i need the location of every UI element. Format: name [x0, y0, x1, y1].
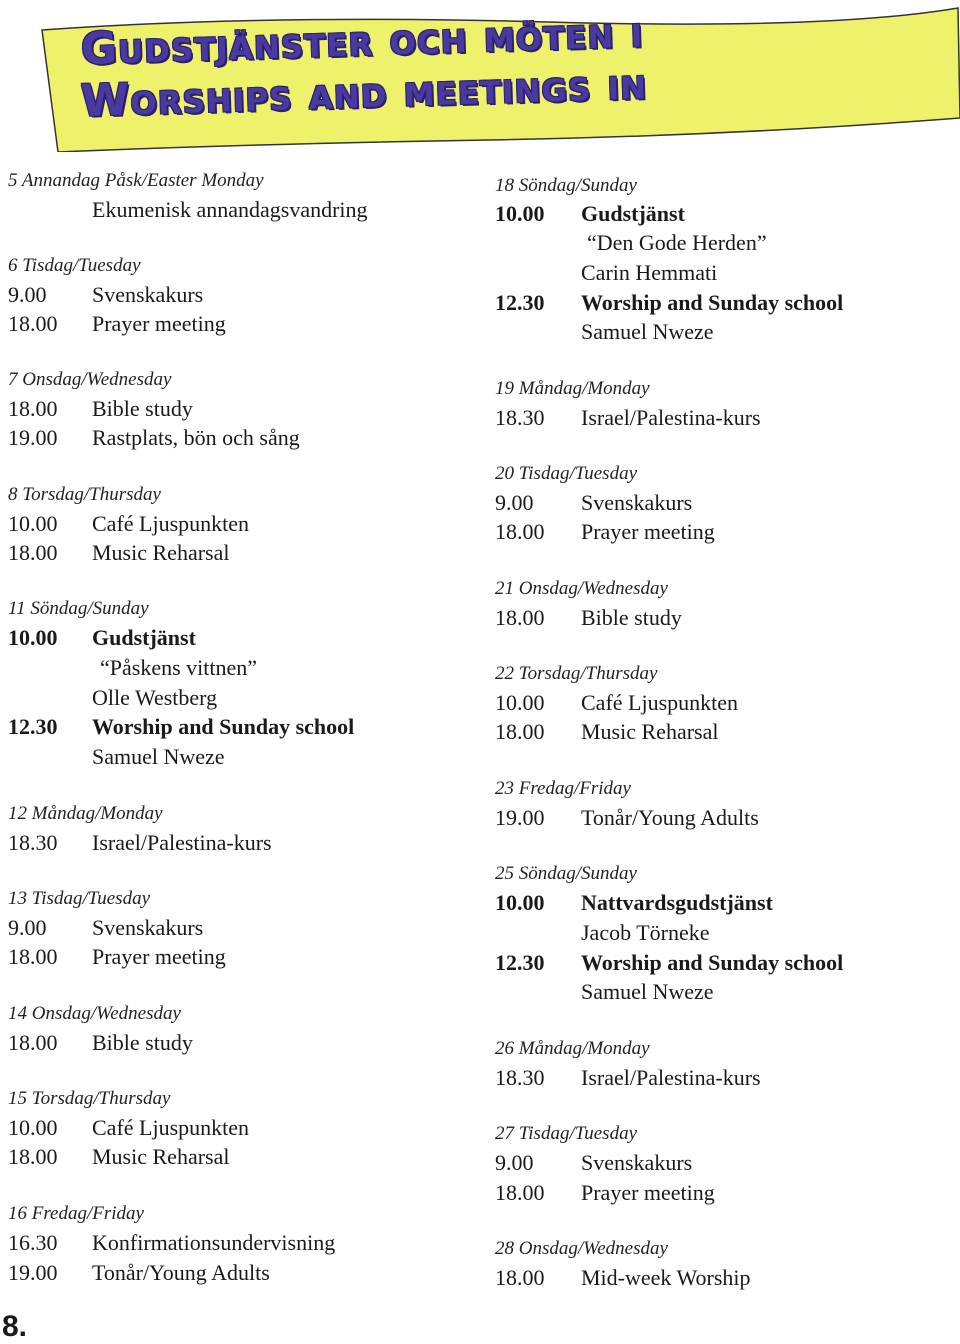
- event-name: Gudstjänst: [92, 625, 196, 650]
- event-time: 9.00: [495, 1150, 534, 1175]
- event-name: Mid-week Worship: [581, 1265, 751, 1290]
- day-heading: 15 Torsdag/Thursday: [8, 1088, 171, 1109]
- event-name: Café Ljuspunkten: [92, 511, 250, 536]
- event-time: 18.00: [495, 519, 545, 544]
- day-heading: 28 Onsdag/Wednesday: [495, 1238, 668, 1259]
- event-time: 18.00: [8, 311, 58, 336]
- event-name: Bible study: [92, 396, 193, 421]
- page-number: 8.: [2, 1310, 28, 1343]
- day-heading: 11 Söndag/Sunday: [8, 598, 149, 619]
- event-name: Tonår/Young Adults: [581, 805, 759, 830]
- event-time: 18.00: [495, 719, 545, 744]
- event-time: 12.30: [8, 714, 58, 739]
- event-name: Gudstjänst: [581, 201, 685, 226]
- day-heading: 5 Annandag Påsk/Easter Monday: [8, 170, 264, 191]
- event-name: Worship and Sunday school: [581, 950, 844, 975]
- event-time: 10.00: [495, 890, 545, 915]
- event-name: Worship and Sunday school: [92, 714, 355, 739]
- event-time: 10.00: [8, 511, 58, 536]
- event-name: Café Ljuspunkten: [92, 1115, 250, 1140]
- event-time: 18.30: [495, 405, 545, 430]
- day-heading: 6 Tisdag/Tuesday: [8, 255, 141, 276]
- event-time: 9.00: [8, 282, 47, 307]
- event-leader: Samuel Nweze: [581, 319, 714, 344]
- event-name: Prayer meeting: [92, 944, 226, 969]
- event-time: 12.30: [495, 950, 545, 975]
- event-name: Rastplats, bön och sång: [92, 425, 300, 450]
- event-time: 19.00: [8, 1260, 58, 1285]
- day-heading: 12 Måndag/Monday: [8, 803, 163, 824]
- event-time: 9.00: [495, 490, 534, 515]
- event-leader: Olle Westberg: [92, 685, 218, 710]
- event-time: 16.30: [8, 1230, 58, 1255]
- event-theme: “Den Gode Herden”: [587, 230, 767, 255]
- event-time: 18.00: [8, 540, 58, 565]
- event-time: 18.00: [8, 944, 58, 969]
- event-time: 18.00: [8, 1144, 58, 1169]
- event-time: 10.00: [8, 1115, 58, 1140]
- event-name: Israel/Palestina-kurs: [581, 405, 761, 430]
- day-heading: 7 Onsdag/Wednesday: [8, 369, 172, 390]
- event-name: Ekumenisk annandagsvandring: [92, 197, 368, 222]
- day-heading: 26 Måndag/Monday: [495, 1038, 650, 1059]
- event-time: 12.30: [495, 290, 545, 315]
- event-name: Svenskakurs: [581, 490, 693, 515]
- day-heading: 8 Torsdag/Thursday: [8, 484, 161, 505]
- event-time: 9.00: [8, 915, 47, 940]
- event-time: 18.00: [8, 1030, 58, 1055]
- event-time: 10.00: [495, 201, 545, 226]
- day-heading: 25 Söndag/Sunday: [495, 863, 637, 884]
- event-time: 18.00: [495, 1180, 545, 1205]
- banner-title-english: Worships and meetings in: [80, 58, 648, 127]
- event-name: Prayer meeting: [581, 1180, 715, 1205]
- event-name: Svenskakurs: [581, 1150, 693, 1175]
- event-name: Worship and Sunday school: [581, 290, 844, 315]
- event-leader: Samuel Nweze: [92, 744, 225, 769]
- event-name: Israel/Palestina-kurs: [581, 1065, 761, 1090]
- day-heading: 18 Söndag/Sunday: [495, 175, 637, 196]
- day-heading: 14 Onsdag/Wednesday: [8, 1003, 181, 1024]
- event-leader: Carin Hemmati: [581, 260, 718, 285]
- event-time: 10.00: [495, 690, 545, 715]
- day-heading: 19 Måndag/Monday: [495, 378, 650, 399]
- event-name: Café Ljuspunkten: [581, 690, 739, 715]
- day-heading: 21 Onsdag/Wednesday: [495, 578, 668, 599]
- event-time: 19.00: [8, 425, 58, 450]
- event-name: Music Reharsal: [92, 540, 230, 565]
- event-name: Prayer meeting: [92, 311, 226, 336]
- event-theme: “Påskens vittnen”: [100, 655, 258, 680]
- event-name: Music Reharsal: [92, 1144, 230, 1169]
- event-name: Konfirmationsundervisning: [92, 1230, 336, 1255]
- event-time: 18.30: [8, 830, 58, 855]
- event-time: 18.00: [495, 1265, 545, 1290]
- banner-title-swedish: Gudstjänster och möten i: [80, 6, 644, 75]
- event-name: Tonår/Young Adults: [92, 1260, 270, 1285]
- day-heading: 23 Fredag/Friday: [495, 778, 631, 799]
- day-heading: 13 Tisdag/Tuesday: [8, 888, 150, 909]
- title-banner: [28, 0, 960, 152]
- day-heading: 20 Tisdag/Tuesday: [495, 463, 637, 484]
- event-name: Svenskakurs: [92, 282, 204, 307]
- event-name: Music Reharsal: [581, 719, 719, 744]
- event-name: Bible study: [581, 605, 682, 630]
- event-leader: Jacob Törneke: [581, 920, 710, 945]
- event-time: 10.00: [8, 625, 58, 650]
- event-time: 18.30: [495, 1065, 545, 1090]
- event-name: Prayer meeting: [581, 519, 715, 544]
- event-time: 19.00: [495, 805, 545, 830]
- event-time: 18.00: [8, 396, 58, 421]
- day-heading: 27 Tisdag/Tuesday: [495, 1123, 637, 1144]
- event-time: 18.00: [495, 605, 545, 630]
- day-heading: 22 Torsdag/Thursday: [495, 663, 658, 684]
- event-name: Israel/Palestina-kurs: [92, 830, 272, 855]
- event-leader: Samuel Nweze: [581, 979, 714, 1004]
- event-name: Svenskakurs: [92, 915, 204, 940]
- event-name: Nattvardsgudstjänst: [581, 890, 773, 915]
- event-name: Bible study: [92, 1030, 193, 1055]
- day-heading: 16 Fredag/Friday: [8, 1203, 144, 1224]
